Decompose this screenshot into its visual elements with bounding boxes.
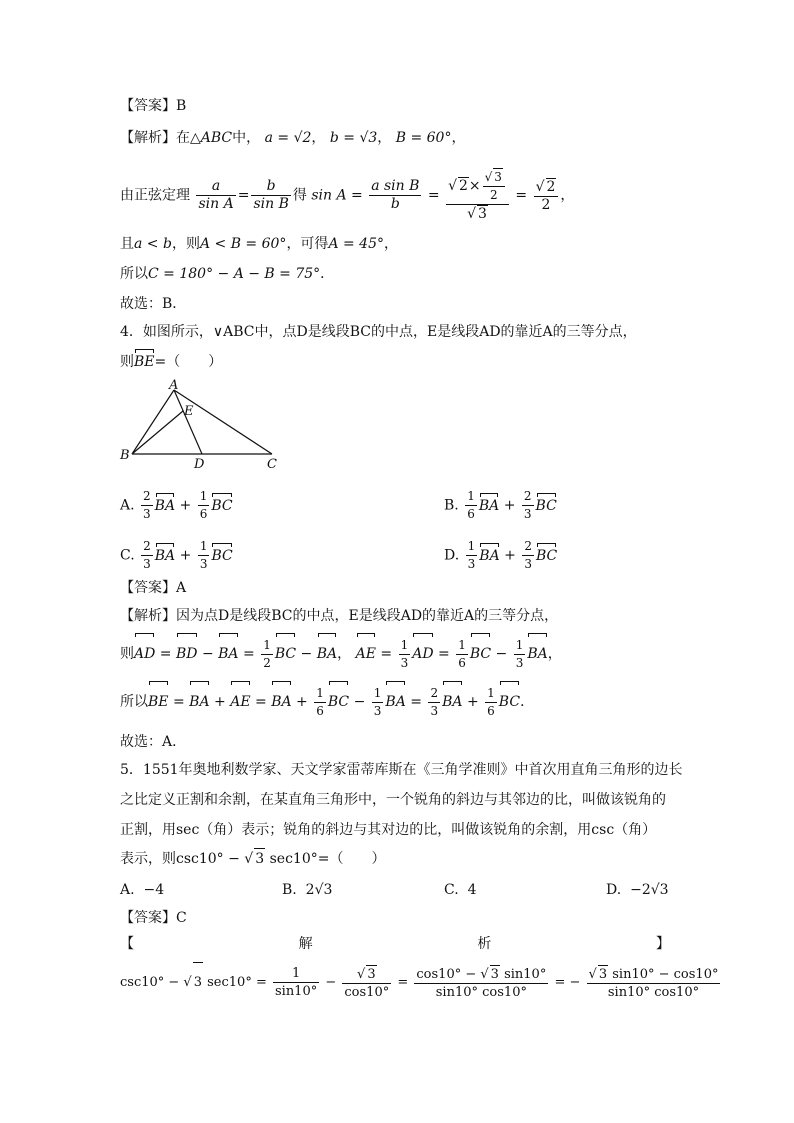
q5-analysis-formula: csc10° − √ 3 sec10° = $\frac{1}{\sin 10^\circ}$ − $\frac{√ 3}{\cos 10^\circ}$ = $\frac{\cos 10^\circ - √ 3 \sin 10^\circ}{\sin 10^\circ \cos 10^\circ}$ = − $\frac{√ 3 \sin 10^\circ - \cos 10^\circ}{\sin 10^\circ \cos 10^\circ}$ (120, 962, 722, 1003)
q3-select: 故选：B． (120, 296, 187, 312)
segment-BA (132, 390, 174, 454)
B-equals: B = 60° (395, 130, 452, 146)
q4-option-D[interactable]: D. $\frac{1}{3}$ BA + $\frac{2}{3}$ BC (444, 539, 558, 571)
segment-BE (132, 411, 183, 454)
q5-analysis-heading: 【 解 析 】 (120, 936, 670, 952)
q4-analysis-line2: 则AD = BD − BA = $\frac{1}{2}$ BC − BA， AE = $\frac{1}{3}$ AD = $\frac{1}{6}$ BC − $\frac{1}{3}$ BA， (120, 636, 562, 672)
q4-select: 故选：A． (120, 734, 187, 750)
fraction-a-over-sinA: $\frac{a}{\text{sin A}}$ (198, 178, 234, 212)
b-equals: b = √3 (329, 130, 378, 146)
q4-option-C[interactable]: C. $\frac{2}{3}$ BA + $\frac{1}{3}$ BC (120, 539, 233, 571)
q4-stem-line2: 则BE=（ ） (120, 354, 223, 370)
q5-stem-line3: 正割，用sec（角）表示；锐角的斜边与其对边的比，叫做该锐角的余割，用csc（角） (120, 822, 657, 838)
label-C: C (267, 457, 277, 472)
q4-stem-line1: 4．如图所示，∨ABC中，点D是线段BC的中点，E是线段AD的靠近A的三等分点， (120, 324, 637, 340)
triangle-figure (116, 378, 288, 474)
q3-so-line: 所以C = 180° − A − B = 75°． (120, 266, 335, 282)
q5-option-B[interactable]: B. 2√3 (282, 882, 333, 898)
q3-analysis-line1: 【解析】在△ABC中， a = √2， b = √3， B = 60°， (120, 130, 466, 146)
fraction-b-over-sinB: $\frac{b}{\text{sin B}}$ (253, 178, 289, 212)
q3-answer: 【答案】B (120, 98, 187, 114)
q5-option-D[interactable]: D. −2√3 (606, 882, 669, 898)
label-E: E (184, 404, 194, 419)
label-B: B (120, 448, 130, 463)
q4-option-B[interactable]: B. $\frac{1}{6}$ BA + $\frac{2}{3}$ BC (444, 489, 557, 521)
q5-stem-line2: 之比定义正割和余割，在某直角三角形中，一个锐角的斜边与其邻边的比，叫做该锐角的 (120, 792, 666, 808)
label-A: A (169, 378, 179, 393)
segment-AC (174, 390, 272, 454)
fraction-sqrt-expression: √ 2× $\frac{√ 3}{2}$ √ 3 (446, 168, 509, 223)
label-D: D (194, 457, 205, 472)
fraction-sqrt2-over-2: $\frac{√ 2}{2}$ (534, 178, 559, 214)
q4-option-A[interactable]: A. $\frac{2}{3}$ BA + $\frac{1}{6}$ BC (120, 489, 233, 521)
q5-stem-line4: 表示，则csc10° − √ 3 sec10°=（ ） (120, 848, 385, 869)
q3-law-of-sines-line: 由正弦定理 $\frac{a}{\text{sin A}}$ = $\frac{b}{\text{sin B}}$ 得 sin A = $\frac{\text{a sin B}}{b}$ = √ 2× $\frac{√ 3}{2}$ √ 3 = $\frac{√ 2}{2}$ ， (120, 170, 575, 222)
q4-answer: 【答案】A (120, 580, 187, 596)
q5-stem-line1: 5．1551年奥地利数学家、天文学家雷蒂库斯在《三角学准则》中首次用直角三角形的边长 (120, 762, 683, 778)
a-equals: a = √2 (264, 130, 312, 146)
q5-option-C[interactable]: C. 4 (444, 882, 477, 898)
q4-analysis-line1: 【解析】因为点D是线段BC的中点，E是线段AD的靠近A的三等分点， (120, 608, 559, 624)
q5-answer: 【答案】C (120, 910, 187, 926)
q5-option-A[interactable]: A. −4 (120, 882, 165, 898)
q4-analysis-line3: 所以BE = BA + AE = BA + $\frac{1}{6}$ BC − $\frac{1}{3}$ BA = $\frac{2}{3}$ BA + $\frac{1}{6}$ BC． (120, 684, 534, 720)
q3-condition-line: 且a < b，则A < B = 60°，可得A = 45°， (120, 236, 398, 252)
